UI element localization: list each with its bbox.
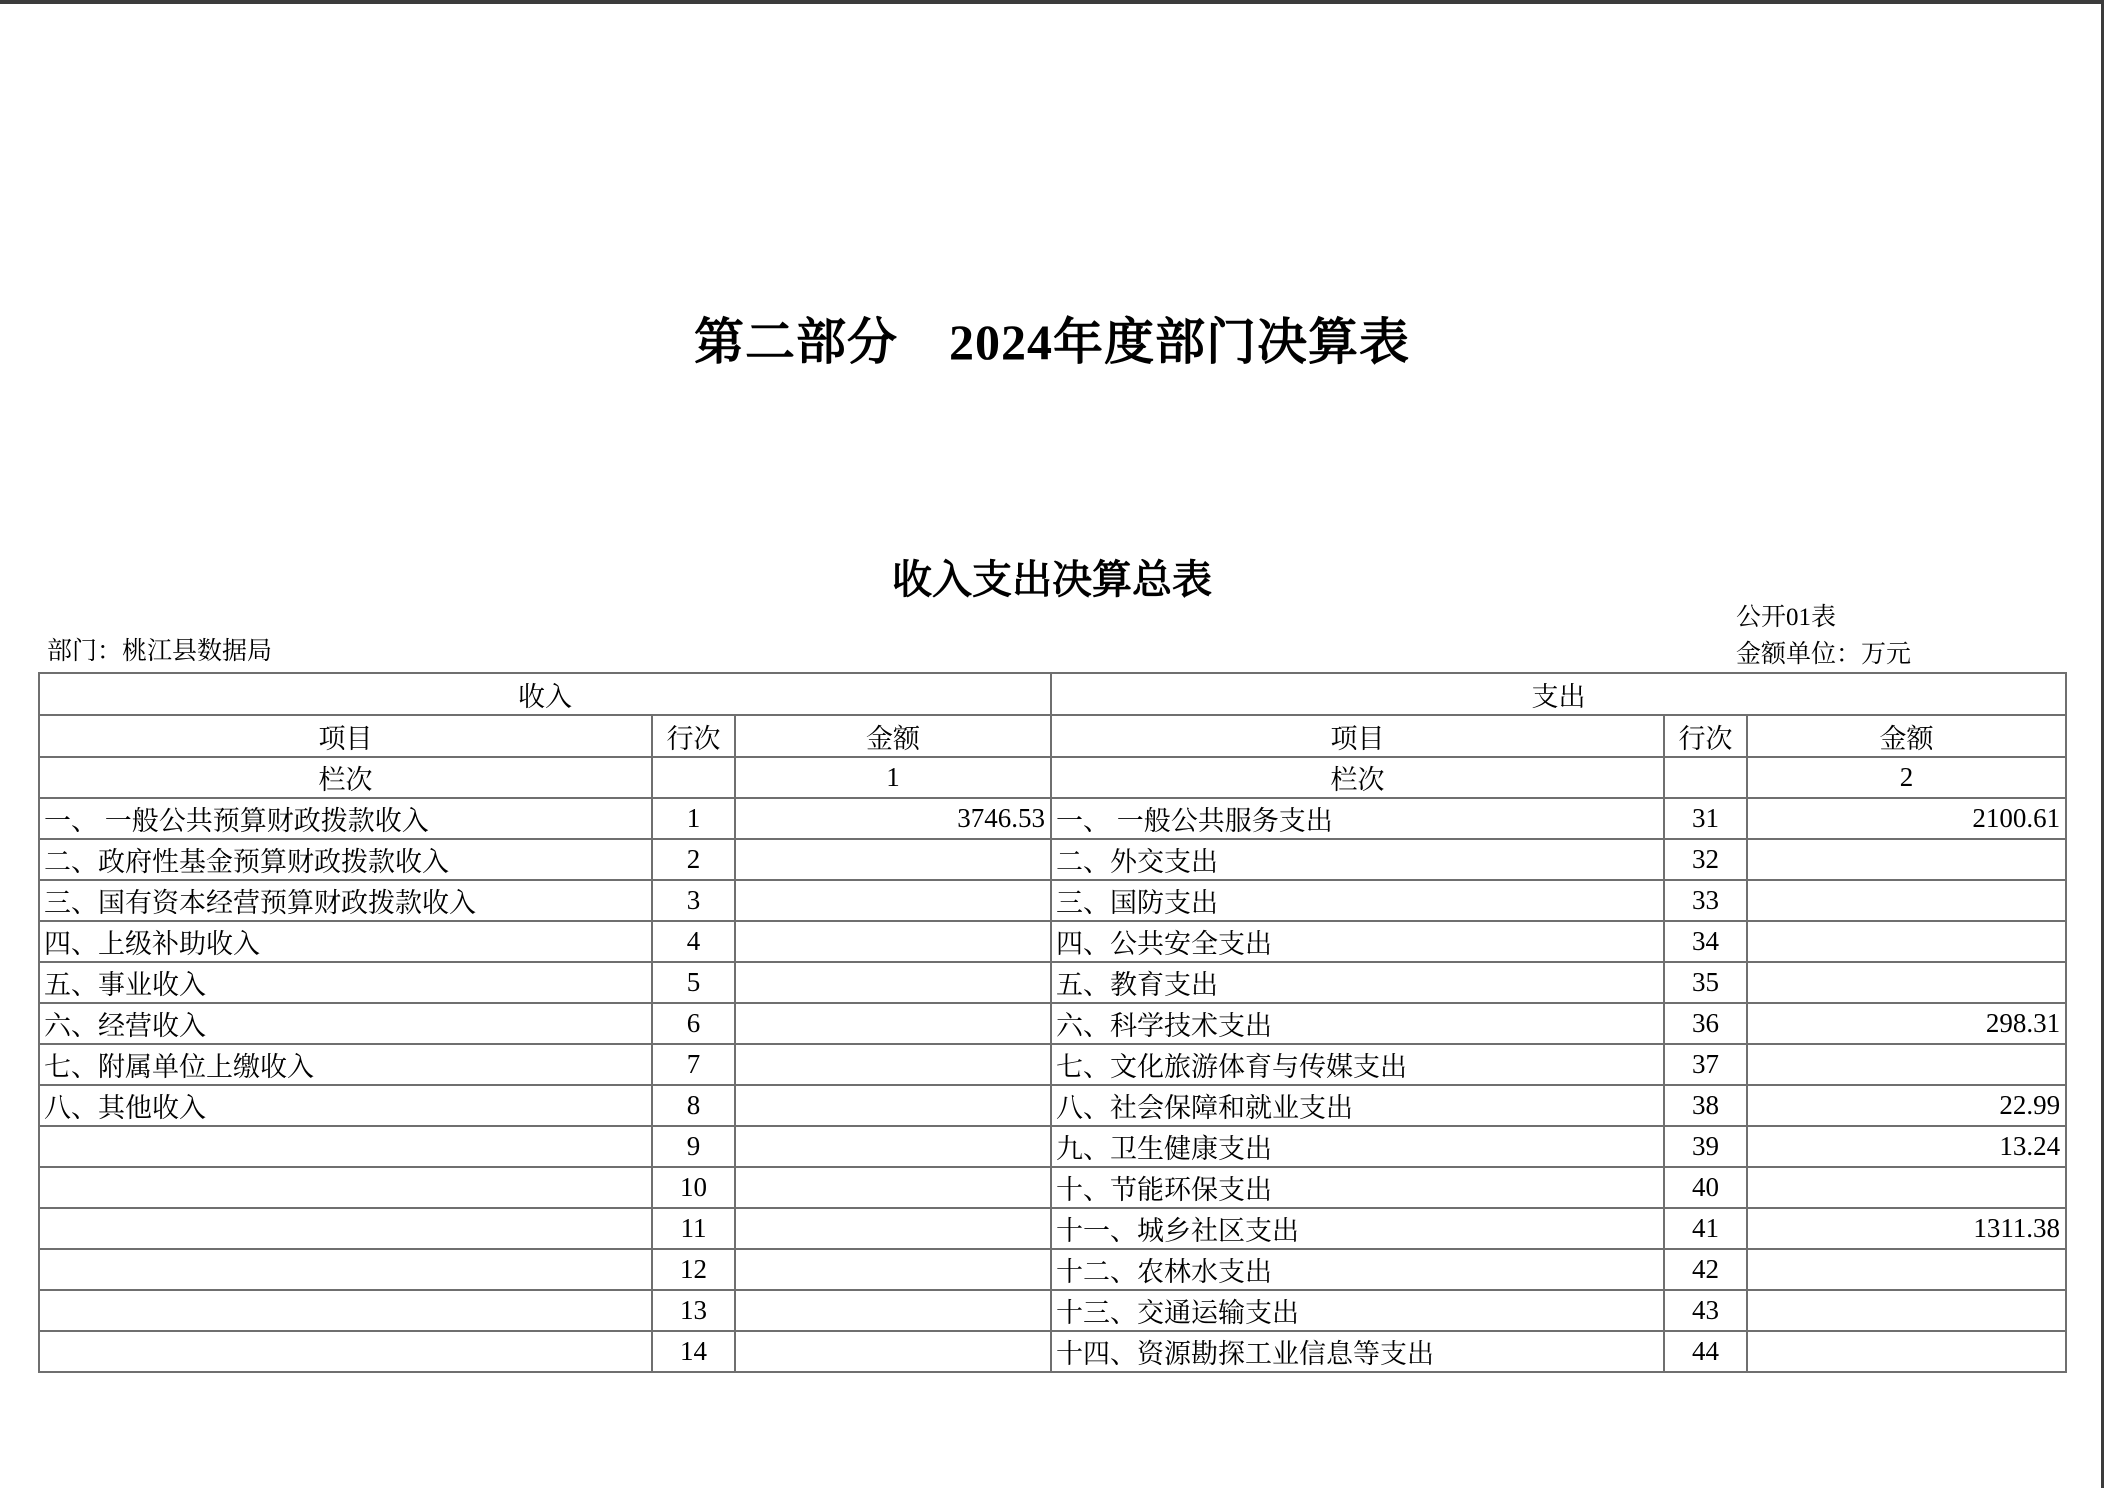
income-amount-cell (735, 1167, 1051, 1208)
expense-amount-cell (1747, 921, 2066, 962)
expense-item-cell: 十一、城乡社区支出 (1051, 1208, 1664, 1249)
expense-amount-cell: 22.99 (1747, 1085, 2066, 1126)
income-item-cell: 四、上级补助收入 (39, 921, 652, 962)
income-amount-cell (735, 839, 1051, 880)
expense-amount-cell (1747, 1290, 2066, 1331)
income-amount-cell (735, 1044, 1051, 1085)
summary-table-body (39, 673, 2066, 1372)
expense-index-label: 栏次 (1051, 757, 1664, 798)
expense-item-cell: 十三、交通运输支出 (1051, 1290, 1664, 1331)
expense-item-cell: 九、卫生健康支出 (1051, 1126, 1664, 1167)
income-amount-cell (735, 1290, 1051, 1331)
table-row (39, 1290, 2066, 1331)
income-amount-cell (735, 1249, 1051, 1290)
expense-amount-cell (1747, 962, 2066, 1003)
income-lineno-cell: 10 (652, 1167, 735, 1208)
expense-lineno-cell: 43 (1664, 1290, 1747, 1331)
expense-amount-cell: 298.31 (1747, 1003, 2066, 1044)
income-item-cell: 一、 一般公共预算财政拨款收入 (39, 798, 652, 839)
income-lineno-cell: 2 (652, 839, 735, 880)
income-lineno-header: 行次 (652, 715, 735, 757)
income-item-cell (39, 1290, 652, 1331)
window-top-border (0, 0, 2104, 4)
income-lineno-cell: 14 (652, 1331, 735, 1372)
column-index-row (39, 757, 2066, 798)
expense-item-cell: 一、 一般公共服务支出 (1051, 798, 1664, 839)
expense-amount-cell: 1311.38 (1747, 1208, 2066, 1249)
income-item-cell (39, 1331, 652, 1372)
table-row (39, 1003, 2066, 1044)
expense-amount-cell (1747, 880, 2066, 921)
expense-lineno-cell: 33 (1664, 880, 1747, 921)
income-item-cell: 三、国有资本经营预算财政拨款收入 (39, 880, 652, 921)
expense-amount-cell (1747, 1044, 2066, 1085)
table-row (39, 839, 2066, 880)
income-amount-cell (735, 880, 1051, 921)
income-lineno-cell: 5 (652, 962, 735, 1003)
unit-label: 金额单位：万元 (1736, 641, 1912, 668)
income-amount-cell (735, 1085, 1051, 1126)
column-header-row (39, 715, 2066, 757)
income-lineno-cell: 9 (652, 1126, 735, 1167)
income-item-header: 项目 (39, 715, 652, 757)
summary-table (38, 672, 2067, 1373)
expense-item-cell: 七、文化旅游体育与传媒支出 (1051, 1044, 1664, 1085)
expense-lineno-cell: 39 (1664, 1126, 1747, 1167)
expense-item-cell: 十二、农林水支出 (1051, 1249, 1664, 1290)
income-lineno-cell: 6 (652, 1003, 735, 1044)
expense-amount-cell: 2100.61 (1747, 798, 2066, 839)
income-amount-cell (735, 921, 1051, 962)
expense-lineno-cell: 44 (1664, 1331, 1747, 1372)
department-label: 部门：桃江县数据局 (47, 638, 273, 665)
income-item-cell (39, 1208, 652, 1249)
expense-item-cell: 十四、资源勘探工业信息等支出 (1051, 1331, 1664, 1372)
expense-item-cell: 十、节能环保支出 (1051, 1167, 1664, 1208)
income-lineno-cell: 13 (652, 1290, 735, 1331)
expense-item-cell: 五、教育支出 (1051, 962, 1664, 1003)
income-amount-cell (735, 1003, 1051, 1044)
income-item-cell: 二、政府性基金预算财政拨款收入 (39, 839, 652, 880)
income-item-cell: 五、事业收入 (39, 962, 652, 1003)
income-item-cell (39, 1249, 652, 1290)
table-row (39, 921, 2066, 962)
expense-lineno-cell: 41 (1664, 1208, 1747, 1249)
page-title: 第二部分 2024年度部门决算表 (694, 314, 1410, 370)
expense-lineno-cell: 32 (1664, 839, 1747, 880)
expense-item-cell: 三、国防支出 (1051, 880, 1664, 921)
expense-lineno-header: 行次 (1664, 715, 1747, 757)
table-row (39, 1126, 2066, 1167)
table-row (39, 962, 2066, 1003)
table-row (39, 880, 2066, 921)
income-item-cell: 六、经营收入 (39, 1003, 652, 1044)
income-item-cell (39, 1126, 652, 1167)
expense-amount-cell: 13.24 (1747, 1126, 2066, 1167)
expense-amount-header: 金额 (1747, 715, 2066, 757)
expense-lineno-cell: 40 (1664, 1167, 1747, 1208)
expense-index-blank (1664, 757, 1747, 798)
income-item-cell (39, 1167, 652, 1208)
income-amount-cell (735, 1126, 1051, 1167)
expense-lineno-cell: 34 (1664, 921, 1747, 962)
expense-lineno-cell: 42 (1664, 1249, 1747, 1290)
income-lineno-cell: 12 (652, 1249, 735, 1290)
expense-lineno-cell: 38 (1664, 1085, 1747, 1126)
expense-lineno-cell: 35 (1664, 962, 1747, 1003)
expense-section-header: 支出 (1051, 673, 2066, 715)
income-item-cell: 七、附属单位上缴收入 (39, 1044, 652, 1085)
expense-item-cell: 八、社会保障和就业支出 (1051, 1085, 1664, 1126)
table-row (39, 1085, 2066, 1126)
expense-item-header: 项目 (1051, 715, 1664, 757)
expense-item-cell: 二、外交支出 (1051, 839, 1664, 880)
income-lineno-cell: 11 (652, 1208, 735, 1249)
table-row (39, 1208, 2066, 1249)
expense-amount-cell (1747, 1249, 2066, 1290)
table-code-label: 公开01表 (1736, 604, 1837, 631)
expense-item-cell: 六、科学技术支出 (1051, 1003, 1664, 1044)
expense-lineno-cell: 31 (1664, 798, 1747, 839)
income-lineno-cell: 3 (652, 880, 735, 921)
expense-lineno-cell: 36 (1664, 1003, 1747, 1044)
table-row (39, 1044, 2066, 1085)
income-amount-cell (735, 1208, 1051, 1249)
table-row (39, 1249, 2066, 1290)
expense-item-cell: 四、公共安全支出 (1051, 921, 1664, 962)
expense-amount-cell (1747, 1167, 2066, 1208)
income-section-header: 收入 (39, 673, 1051, 715)
income-item-cell: 八、其他收入 (39, 1085, 652, 1126)
expense-index-number: 2 (1747, 757, 2066, 798)
income-amount-cell (735, 1331, 1051, 1372)
table-row (39, 1167, 2066, 1208)
income-amount-cell: 3746.53 (735, 798, 1051, 839)
table-row (39, 798, 2066, 839)
table-row (39, 1331, 2066, 1372)
income-amount-header: 金额 (735, 715, 1051, 757)
income-index-label: 栏次 (39, 757, 652, 798)
income-index-number: 1 (735, 757, 1051, 798)
section-header-row (39, 673, 2066, 715)
table-title: 收入支出决算总表 (892, 557, 1212, 602)
income-lineno-cell: 1 (652, 798, 735, 839)
expense-amount-cell (1747, 839, 2066, 880)
income-lineno-cell: 7 (652, 1044, 735, 1085)
expense-lineno-cell: 37 (1664, 1044, 1747, 1085)
income-lineno-cell: 8 (652, 1085, 735, 1126)
expense-amount-cell (1747, 1331, 2066, 1372)
income-lineno-cell: 4 (652, 921, 735, 962)
income-amount-cell (735, 962, 1051, 1003)
income-index-blank (652, 757, 735, 798)
